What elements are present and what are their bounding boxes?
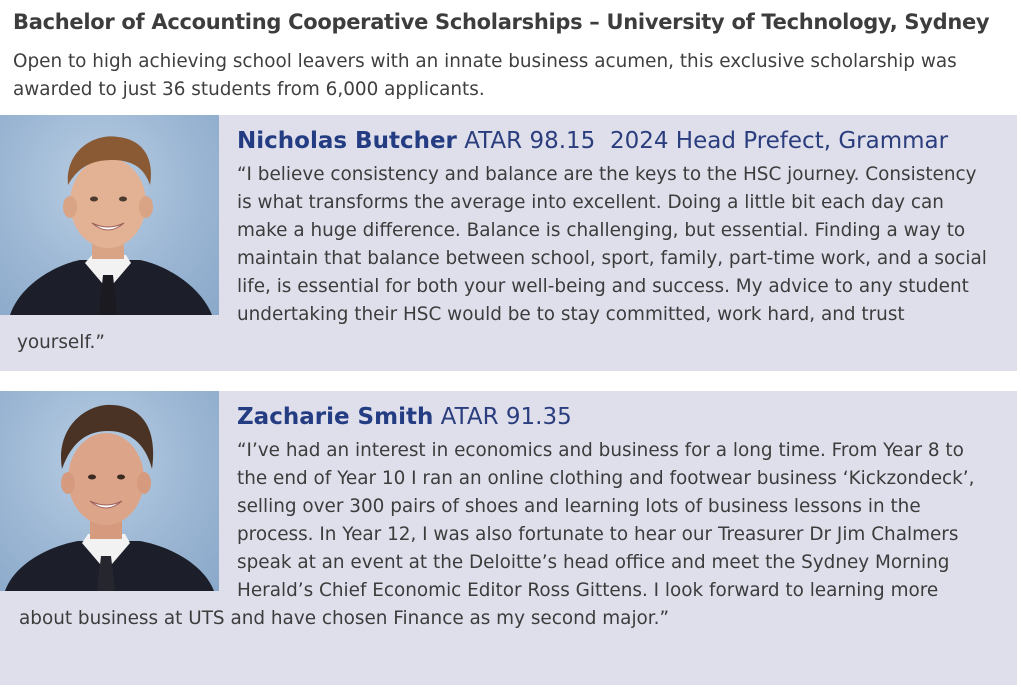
- student-card-nicholas-butcher: [0, 115, 1017, 371]
- student-name: Nicholas Butcher: [237, 128, 457, 154]
- student-atar: ATAR 98.15: [464, 128, 596, 154]
- student-quote: “I believe consistency and balance are the keys to the HSC journey. Consistency is what transforms the average into excellent. Doing a little bit each day can make a huge difference. Balance is challenging, but essential. Finding a way to maintain that balance between school, sport, family, part-time work, and a social life, is essential for both your well-being and success. My advice to any student undertaking their HSC would be to stay committed, work hard, and trust yourself.”: [17, 164, 987, 353]
- student-card-zacharie-smith: [0, 391, 1017, 685]
- student-role: 2024 Head Prefect, Grammar: [609, 128, 949, 154]
- student-photo: [0, 391, 219, 591]
- student-photo: [0, 115, 219, 315]
- student-name: Zacharie Smith: [237, 404, 434, 430]
- student-atar: ATAR 91.35: [440, 404, 572, 430]
- intro-paragraph: Open to high achieving school leavers with an innate business acumen, this exclusive scholarship was awarded to just 36 students from 6,000 applicants.: [13, 51, 957, 100]
- student-quote: “I’ve had an interest in economics and business for a long time. From Year 8 to the end of Year 10 I ran an online clothing and footwear business ‘Kickzondeck’, selling over 300 pairs of shoes and learning lots of business lessons in the process. In Year 12, I was also fortunate to hear our Treasurer Dr Jim Chalmers speak at an event at the Deloitte’s head office and meet the Sydney Morning Herald’s Chief Economic Editor Ross Gittens. I look forward to learning more about business at UTS and have chosen Finance as my second major.”: [19, 440, 975, 629]
- page-title: Bachelor of Accounting Cooperative Scholarships – University of Technology, Sydney: [13, 10, 990, 34]
- student-portrait-image: [0, 115, 219, 315]
- student-portrait-image: [0, 391, 219, 591]
